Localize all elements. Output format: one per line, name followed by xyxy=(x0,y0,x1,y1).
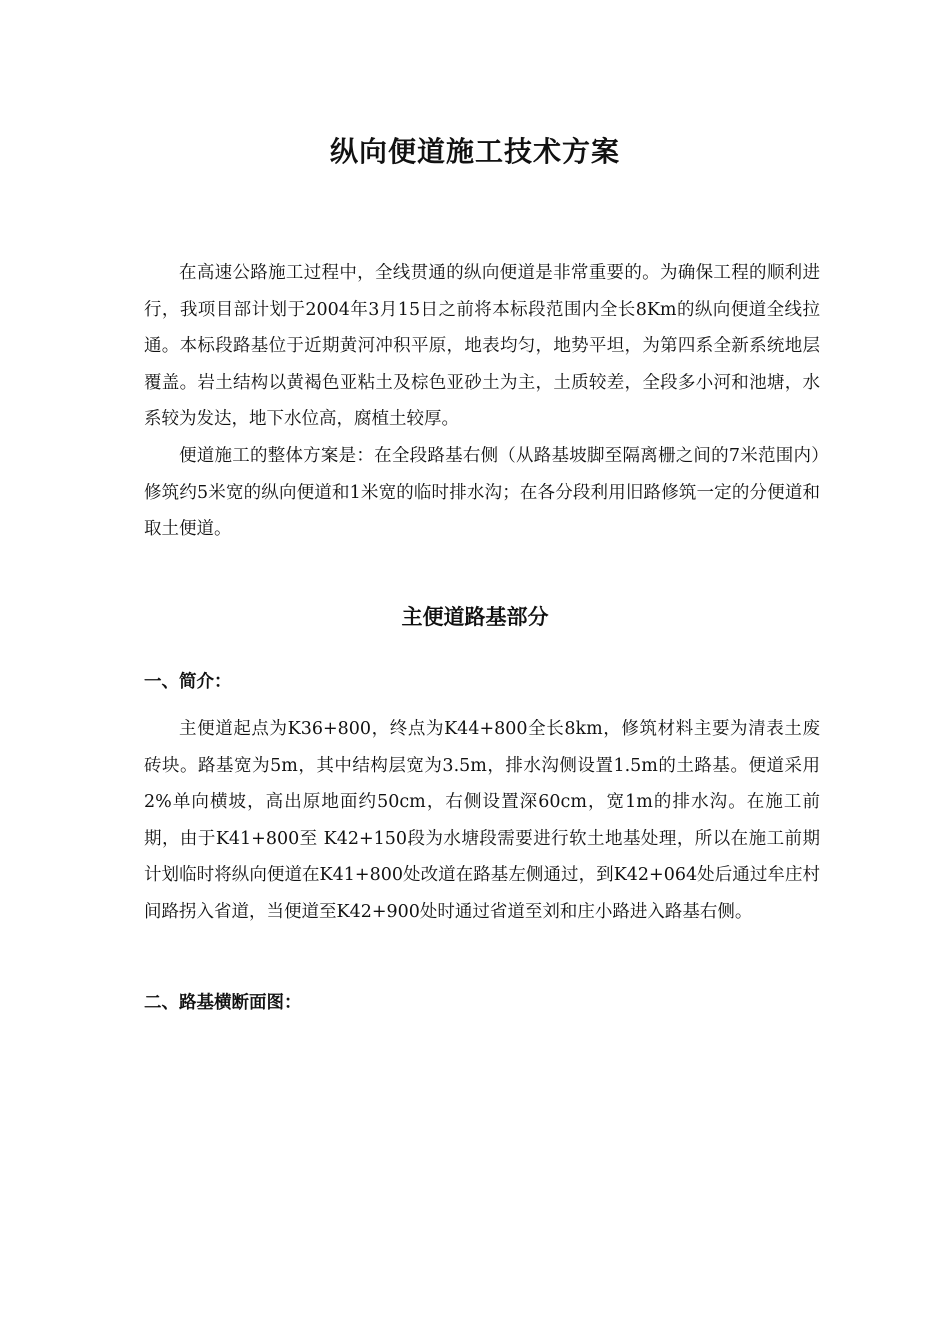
section-title: 主便道路基部分 xyxy=(401,605,549,629)
subsection-2-heading: 二、路基横断面图： xyxy=(144,993,302,1013)
subsection-1-paragraph: 主便道起点为K36+800，终点为K44+800全长8km，修筑材料主要为清表土废砖块。路基宽为5m，其中结构层宽为3.5m，排水沟侧设置1.5m的土路基。便道采用2%单向横坡，高出原地面约50cm，右侧设置深60cm，宽1m的排水沟。在施工前期，由于K41+800至 K42+150段为水塘段需要进行软土地基处理，所以在施工前期计划临时将纵向便道在K41+800处改道在路基左侧通过，到K42+064处后通过牟庄村间路拐入省道，当便道至K42+900处时通过省道至刘和庄小路进入路基右侧。 xyxy=(144,719,820,922)
intro-paragraph-1: 在高速公路施工过程中，全线贯通的纵向便道是非常重要的。为确保工程的顺利进行，我项目部计划于2004年3月15日之前将本标段范围内全长8Km的纵向便道全线拉通。本标段路基位于近期黄河冲积平原，地表均匀，地势平坦，为第四系全新系统地层覆盖。岩土结构以黄褐色亚粘土及棕色亚砂土为主，土质较差，全段多小河和池塘，水系较为发达，地下水位高，腐植土较厚。 xyxy=(144,263,820,429)
intro-paragraph-2: 便道施工的整体方案是：在全段路基右侧（从路基坡脚至隔离栅之间的7米范围内）修筑约5米宽的纵向便道和1米宽的临时排水沟；在各分段利用旧路修筑一定的分便道和取土便道。 xyxy=(144,446,820,539)
subsection-1-heading: 一、简介： xyxy=(144,672,232,692)
page-title: 纵向便道施工技术方案 xyxy=(329,135,620,168)
